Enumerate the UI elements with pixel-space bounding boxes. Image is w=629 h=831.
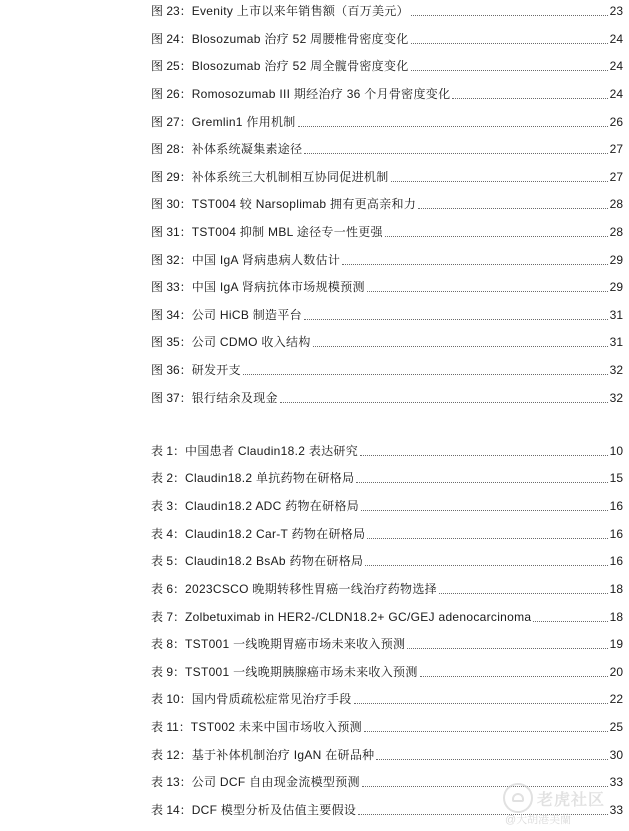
entry-prefix: 图 27： [151, 115, 192, 129]
entry-title: 补体系统三大机制相互协同促进机制 [191, 170, 389, 184]
entry-page: 32 [609, 363, 623, 377]
toc-entry[interactable] [151, 440, 623, 462]
entry-prefix: 表 14： [151, 803, 192, 817]
entry-prefix: 图 33： [151, 280, 192, 294]
entry-page: 28 [609, 197, 623, 211]
entry-title: TST002 未来中国市场收入预测 [190, 720, 362, 734]
watermark-title: 老虎社区 [537, 792, 606, 809]
dot-leader [411, 43, 608, 44]
toc-entry[interactable] [151, 716, 623, 738]
entry-prefix: 图 26： [151, 87, 192, 101]
entry-prefix: 图 23： [151, 4, 192, 18]
entry-title: Romosozumab III 期经治疗 36 个月骨密度变化 [191, 87, 451, 101]
entry-page: 33 [609, 775, 623, 789]
entry-title: Gremlin1 作用机制 [191, 115, 296, 129]
toc-entry[interactable] [151, 166, 623, 188]
toc-entry[interactable] [151, 495, 623, 517]
toc-entry[interactable] [151, 661, 623, 683]
entry-title: 基于补体机制治疗 IgAN 在研品种 [191, 748, 375, 762]
toc-entry[interactable] [151, 55, 623, 77]
dot-leader [407, 648, 607, 649]
entry-page: 25 [609, 720, 623, 734]
entry-prefix: 图 25： [151, 59, 192, 73]
toc-entry[interactable] [151, 550, 623, 572]
dot-leader [367, 291, 608, 292]
dot-leader [411, 70, 608, 71]
entry-prefix: 图 34： [151, 308, 192, 322]
entry-prefix: 图 35： [151, 335, 192, 349]
entry-page: 18 [609, 582, 623, 596]
entry-prefix: 表 4： [151, 527, 186, 541]
entry-prefix: 图 36： [151, 363, 192, 377]
dot-leader [361, 510, 608, 511]
entry-title: Claudin18.2 ADC 药物在研格局 [185, 499, 360, 513]
entry-title: TST004 抑制 MBL 途径专一性更强 [191, 225, 383, 239]
dot-leader [298, 126, 608, 127]
entry-page: 20 [609, 665, 623, 679]
dot-leader [362, 786, 608, 787]
dot-leader [367, 538, 607, 539]
toc-entry[interactable] [151, 633, 623, 655]
dot-leader [411, 15, 608, 16]
entry-page: 19 [609, 637, 623, 651]
dot-leader [280, 402, 608, 403]
entry-title: 银行结余及现金 [191, 391, 278, 405]
entry-page: 26 [609, 115, 623, 129]
toc-entry[interactable] [151, 276, 623, 298]
entry-title: Blosozumab 治疗 52 周腰椎骨密度变化 [191, 32, 409, 46]
toc-entry[interactable] [151, 138, 623, 160]
entry-prefix: 表 9： [151, 665, 186, 679]
entry-prefix: 图 32： [151, 253, 192, 267]
entry-title: Zolbetuximab in HER2-/CLDN18.2+ GC/GEJ adenocarcinoma [185, 610, 532, 624]
toc-entry[interactable] [151, 578, 623, 600]
entry-page: 31 [609, 308, 623, 322]
entry-page: 27 [609, 142, 623, 156]
toc-entry[interactable] [151, 387, 623, 409]
entry-page: 28 [609, 225, 623, 239]
entry-title: 2023CSCO 晚期转移性胃癌一线治疗药物选择 [185, 582, 437, 596]
entry-prefix: 表 2： [151, 471, 186, 485]
entry-title: 公司 HiCB 制造平台 [191, 308, 302, 322]
toc-entry[interactable] [151, 304, 623, 326]
entry-title: 中国 IgA 肾病抗体市场规模预测 [191, 280, 365, 294]
entry-page: 31 [609, 335, 623, 349]
toc-entry[interactable] [151, 799, 623, 821]
toc-entry[interactable] [151, 744, 623, 766]
entry-prefix: 表 1： [151, 444, 186, 458]
entry-page: 22 [609, 692, 623, 706]
dot-leader [360, 455, 608, 456]
dot-leader [533, 621, 607, 622]
dot-leader [364, 731, 608, 732]
entry-prefix: 图 30： [151, 197, 192, 211]
entry-prefix: 图 31： [151, 225, 192, 239]
entry-title: TST004 较 Narsoplimab 拥有更高亲和力 [191, 197, 417, 211]
entry-title: 公司 DCF 自由现金流模型预测 [191, 775, 360, 789]
dot-leader [358, 814, 607, 815]
entry-page: 18 [609, 610, 623, 624]
entry-page: 16 [609, 499, 623, 513]
entry-prefix: 表 8： [151, 637, 186, 651]
entry-prefix: 表 13： [151, 775, 192, 789]
dot-leader [304, 153, 607, 154]
entry-page: 27 [609, 170, 623, 184]
toc-entry[interactable] [151, 359, 623, 381]
toc-entry[interactable] [151, 606, 623, 628]
entry-title: 补体系统凝集素途径 [191, 142, 303, 156]
entry-title: Claudin18.2 单抗药物在研格局 [185, 471, 355, 485]
entry-page: 16 [609, 554, 623, 568]
entry-prefix: 表 5： [151, 554, 186, 568]
dot-leader [420, 676, 608, 677]
entry-prefix: 图 29： [151, 170, 192, 184]
dot-leader [356, 482, 607, 483]
entry-title: Blosozumab 治疗 52 周全髋骨密度变化 [191, 59, 409, 73]
dot-leader [354, 703, 608, 704]
dot-leader [304, 319, 608, 320]
toc-entry[interactable] [151, 467, 623, 489]
entry-page: 10 [609, 444, 623, 458]
entry-page: 32 [609, 391, 623, 405]
toc-entry[interactable] [151, 221, 623, 243]
toc-entry[interactable] [151, 0, 623, 22]
entry-page: 15 [609, 471, 623, 485]
entry-prefix: 表 10： [151, 692, 192, 706]
entry-page: 30 [609, 748, 623, 762]
toc-entry[interactable] [151, 688, 623, 710]
dot-leader [418, 208, 608, 209]
toc-entry[interactable] [151, 249, 623, 271]
dot-leader [439, 593, 608, 594]
entry-title: DCF 模型分析及估值主要假设 [191, 803, 357, 817]
entry-page: 24 [609, 59, 623, 73]
toc-entry[interactable] [151, 523, 623, 545]
entry-title: 国内骨质疏松症常见治疗手段 [191, 692, 352, 706]
entry-prefix: 表 12： [151, 748, 192, 762]
entry-prefix: 表 11： [151, 720, 191, 734]
entry-title: 公司 CDMO 收入结构 [191, 335, 311, 349]
entry-page: 29 [609, 280, 623, 294]
toc-entry[interactable] [151, 771, 623, 793]
toc-entry[interactable] [151, 193, 623, 215]
entry-prefix: 图 37： [151, 391, 192, 405]
dot-leader [391, 181, 608, 182]
dot-leader [313, 346, 608, 347]
entry-title: TST001 一线晚期胰腺癌市场未来收入预测 [185, 665, 418, 679]
dot-leader [452, 98, 607, 99]
entry-prefix: 表 3： [151, 499, 186, 513]
dot-leader [385, 236, 608, 237]
entry-title: Claudin18.2 Car-T 药物在研格局 [185, 527, 366, 541]
dot-leader [342, 264, 607, 265]
entry-page: 24 [609, 87, 623, 101]
entry-page: 16 [609, 527, 623, 541]
entry-page: 24 [609, 32, 623, 46]
dot-leader [365, 565, 607, 566]
toc-entry[interactable] [151, 111, 623, 133]
entry-title: Evenity 上市以来年销售额（百万美元） [191, 4, 409, 18]
entry-prefix: 图 24： [151, 32, 192, 46]
entry-prefix: 表 7： [151, 610, 186, 624]
entry-title: 中国患者 Claudin18.2 表达研究 [185, 444, 359, 458]
toc-entry[interactable] [151, 331, 623, 353]
toc-entry[interactable] [151, 28, 623, 50]
entry-title: 研发开支 [191, 363, 241, 377]
entry-title: TST001 一线晚期胃癌市场未来收入预测 [185, 637, 406, 651]
entry-page: 33 [609, 803, 623, 817]
entry-title: Claudin18.2 BsAb 药物在研格局 [185, 554, 364, 568]
watermark-handle: @大胡港美蘭 [505, 814, 572, 826]
entry-page: 23 [609, 4, 623, 18]
entry-prefix: 图 28： [151, 142, 192, 156]
toc-entry[interactable] [151, 83, 623, 105]
entry-prefix: 表 6： [151, 582, 186, 596]
dot-leader [243, 374, 608, 375]
dot-leader [376, 759, 607, 760]
entry-page: 29 [609, 253, 623, 267]
entry-title: 中国 IgA 肾病患病人数估计 [191, 253, 341, 267]
